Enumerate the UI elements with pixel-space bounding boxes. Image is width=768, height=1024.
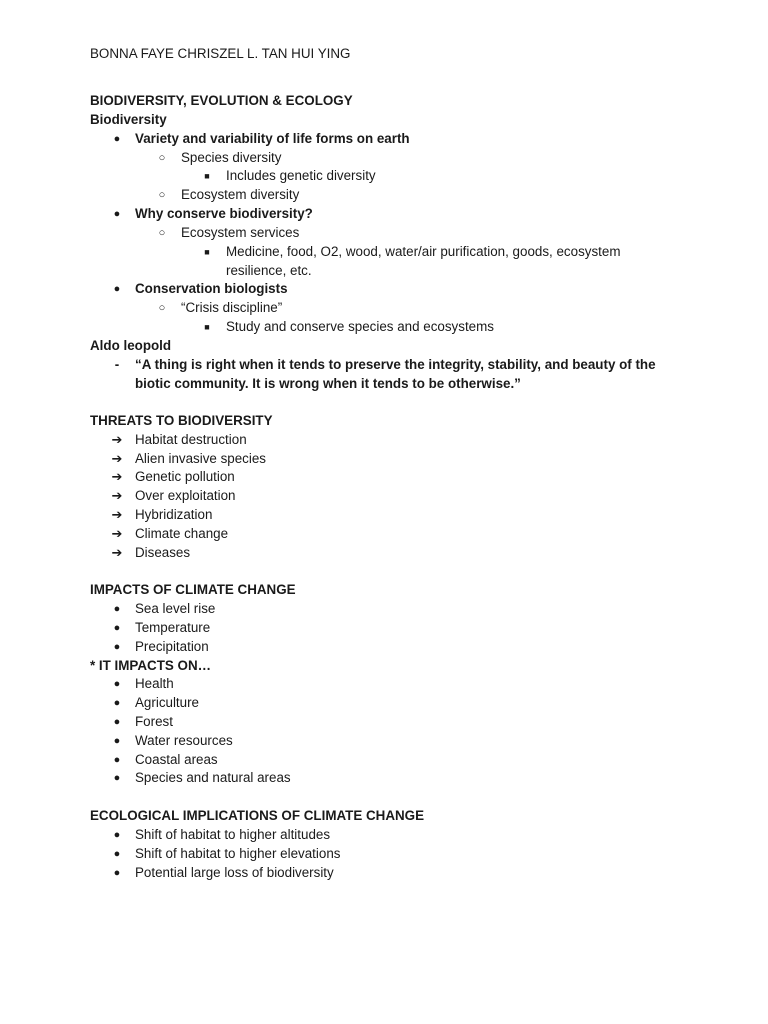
list-item: Water resources <box>135 733 233 748</box>
bullet-icon: ● <box>113 208 121 220</box>
circle-bullet-icon: ○ <box>158 302 166 314</box>
list-item: Alien invasive species <box>135 451 266 466</box>
arrow-bullet-icon: ➔ <box>111 432 123 447</box>
list-item: Species and natural areas <box>135 770 291 785</box>
bullet-icon: ● <box>113 772 121 784</box>
bullet-icon: ● <box>113 754 121 766</box>
dash-bullet-icon: - <box>114 357 120 372</box>
list-item: Why conserve biodiversity? <box>135 206 313 221</box>
list-item: Climate change <box>135 526 229 541</box>
quote-line: biotic community. It is wrong when it tends to be otherwise.” <box>135 376 521 391</box>
bullet-icon: ● <box>113 697 121 709</box>
quote-line: “A thing is right when it tends to preserve the integrity, stability, and beauty of the <box>135 357 656 372</box>
list-item: Shift of habitat to higher altitudes <box>135 827 331 842</box>
bullet-icon: ● <box>113 678 121 690</box>
list-item: Health <box>135 676 174 691</box>
square-bullet-icon: ■ <box>204 247 210 257</box>
list-item: Temperature <box>135 620 211 635</box>
list-item: “Crisis discipline” <box>181 300 283 315</box>
arrow-bullet-icon: ➔ <box>111 507 123 522</box>
list-item: Includes genetic diversity <box>226 168 376 183</box>
bullet-icon: ● <box>113 716 121 728</box>
impacts-on-heading: * IT IMPACTS ON… <box>90 658 212 673</box>
list-item: Genetic pollution <box>135 469 235 484</box>
list-item: Hybridization <box>135 507 213 522</box>
list-item: Variety and variability of life forms on earth <box>135 131 410 146</box>
arrow-bullet-icon: ➔ <box>111 488 123 503</box>
list-item: Agriculture <box>135 695 200 710</box>
list-item: Shift of habitat to higher elevations <box>135 846 341 861</box>
bullet-icon: ● <box>113 283 121 295</box>
list-item: Ecosystem services <box>181 225 300 240</box>
circle-bullet-icon: ○ <box>158 152 166 164</box>
arrow-bullet-icon: ➔ <box>111 451 123 466</box>
list-item: Medicine, food, O2, wood, water/air purification, goods, ecosystem <box>226 244 621 259</box>
list-item: Species diversity <box>181 150 282 165</box>
list-item: Conservation biologists <box>135 281 288 296</box>
circle-bullet-icon: ○ <box>158 227 166 239</box>
arrow-bullet-icon: ➔ <box>111 526 123 541</box>
bullet-icon: ● <box>113 848 121 860</box>
bullet-icon: ● <box>113 829 121 841</box>
bullet-icon: ● <box>113 603 121 615</box>
impacts-heading: IMPACTS OF CLIMATE CHANGE <box>90 582 296 597</box>
square-bullet-icon: ■ <box>204 322 210 332</box>
biodiversity-heading: Biodiversity <box>90 112 167 127</box>
list-item: Over exploitation <box>135 488 236 503</box>
author-name: BONNA FAYE CHRISZEL L. TAN HUI YING <box>90 46 351 61</box>
bullet-icon: ● <box>113 133 121 145</box>
list-item: Ecosystem diversity <box>181 187 300 202</box>
list-item: Diseases <box>135 545 191 560</box>
bullet-icon: ● <box>113 641 121 653</box>
document-title: BIODIVERSITY, EVOLUTION & ECOLOGY <box>90 93 353 108</box>
arrow-bullet-icon: ➔ <box>111 545 123 560</box>
threats-heading: THREATS TO BIODIVERSITY <box>90 413 273 428</box>
list-item: Precipitation <box>135 639 209 654</box>
square-bullet-icon: ■ <box>204 171 210 181</box>
bullet-icon: ● <box>113 622 121 634</box>
list-item: Coastal areas <box>135 752 218 767</box>
list-item-continuation: resilience, etc. <box>226 263 312 278</box>
list-item: Potential large loss of biodiversity <box>135 865 334 880</box>
list-item: Study and conserve species and ecosystems <box>226 319 494 334</box>
list-item: Forest <box>135 714 173 729</box>
list-item: Habitat destruction <box>135 432 247 447</box>
ecological-heading: ECOLOGICAL IMPLICATIONS OF CLIMATE CHANGE <box>90 808 425 823</box>
bullet-icon: ● <box>113 735 121 747</box>
bullet-icon: ● <box>113 867 121 879</box>
list-item: Sea level rise <box>135 601 216 616</box>
arrow-bullet-icon: ➔ <box>111 469 123 484</box>
leopold-heading: Aldo leopold <box>90 338 172 353</box>
circle-bullet-icon: ○ <box>158 189 166 201</box>
